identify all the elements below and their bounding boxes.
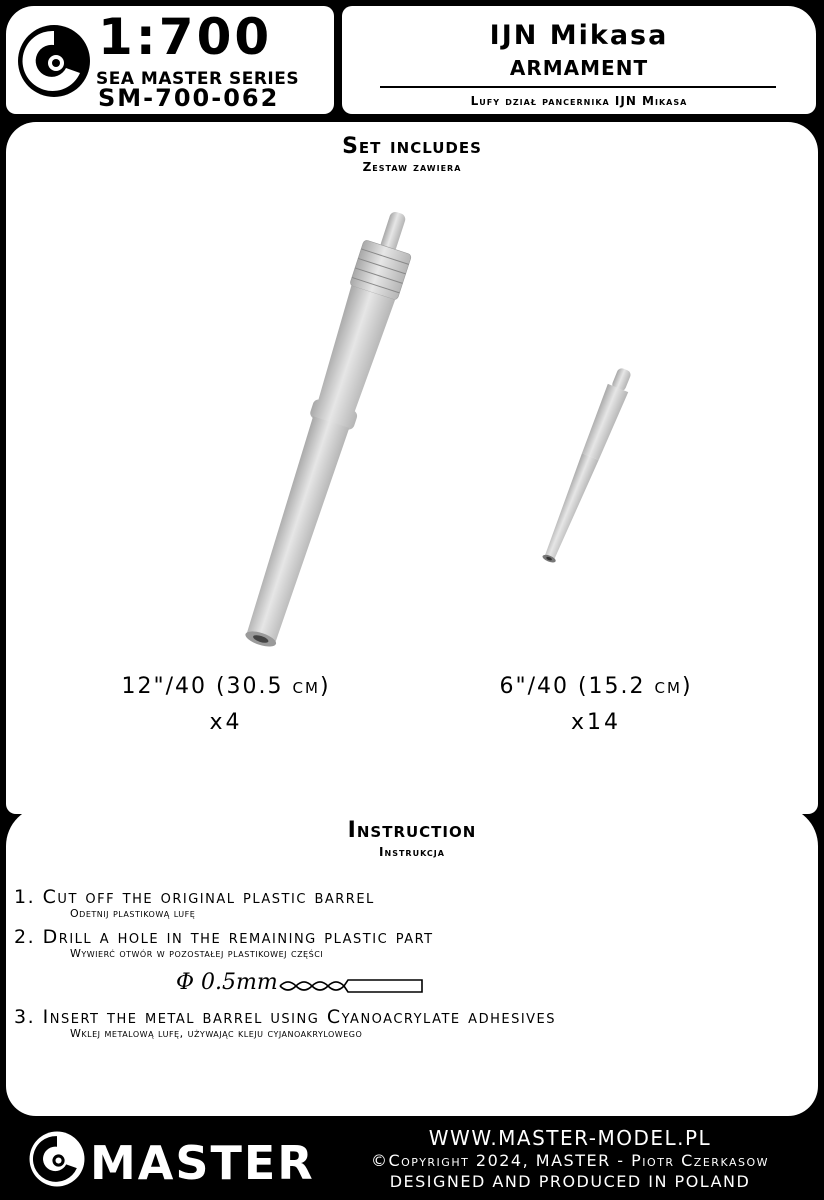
quantity-6in-label: x14 [570,710,621,735]
set-panel [6,122,818,814]
instruction-title: Instruction [347,818,477,843]
set-title: Set includes [342,134,482,159]
product-code: SM-700-062 [98,84,280,112]
ship-description: Lufy dział pancernika IJN Mikasa [470,94,688,108]
set-subtitle: Zestaw zawiera [362,160,462,174]
step-1-subtext: Odetnij plastikową lufę [70,907,196,920]
footer-made-in: DESIGNED AND PRODUCED IN POLAND [389,1172,751,1191]
step-2-subtext: Wywierć otwór w pozostałej plastikowej części [70,947,324,960]
footer-brand: MASTER [90,1136,315,1190]
step-3-subtext: Wklej metalową lufę, używając kleju cyjanoakrylowego [70,1027,363,1040]
drill-size-label: Φ 0.5mm [176,970,278,995]
instruction-panel [6,806,818,1116]
series-label: SEA MASTER SERIES [96,69,300,89]
footer-website[interactable]: WWW.MASTER-MODEL.PL [428,1126,712,1150]
master-footer-logo-icon [28,1124,86,1194]
scale-label: 1:700 [98,8,273,66]
footer-copyright: ©Copyright 2024, MASTER - Piotr Czerkasow [370,1151,770,1170]
ship-title: IJN Mikasa [489,20,669,51]
quantity-12in-label: x4 [209,710,243,735]
step-2-text: 2. Drill a hole in the remaining plastic part [14,926,434,948]
barrel-12in-image [146,210,526,650]
footer [0,1116,824,1200]
caliber-12in-label: 12"/40 (30.5 cm) [121,674,331,699]
title-panel [342,6,816,114]
title-divider [380,86,776,88]
ship-subtitle: ARMAMENT [509,56,649,80]
barrel-6in-image [486,360,686,580]
step-1-text: 1. Cut off the original plastic barrel [14,886,375,908]
step-3-text: 3. Insert the metal barrel using Cyanoacrylate adhesives [14,1006,557,1028]
logo-panel [6,6,334,114]
drill-bit-icon [278,976,424,996]
instruction-subtitle: Instrukcja [379,845,445,859]
master-logo-icon [16,18,92,104]
caliber-6in-label: 6"/40 (15.2 cm) [499,674,693,699]
